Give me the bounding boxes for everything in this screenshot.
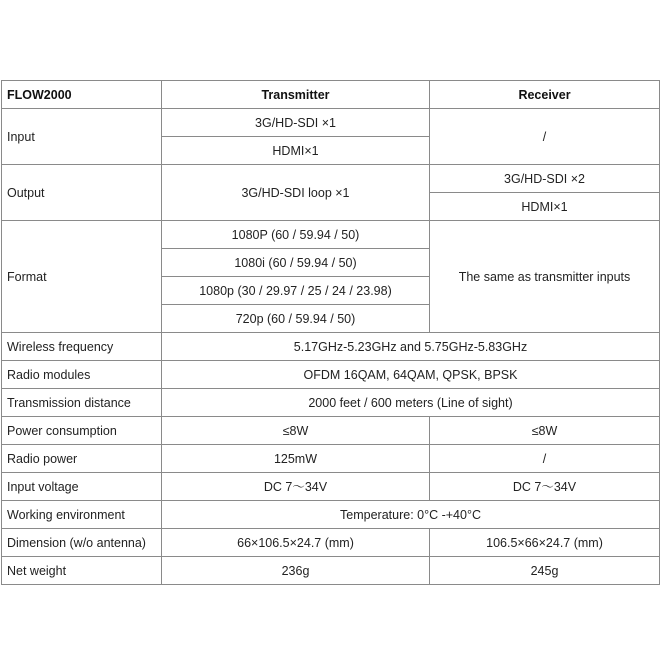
- row-label-dimension: Dimension (w/o antenna): [2, 529, 162, 557]
- radio-power-rx: /: [430, 445, 660, 473]
- row-label-radio-power: Radio power: [2, 445, 162, 473]
- net-weight-rx: 245g: [430, 557, 660, 585]
- input-rx: /: [430, 109, 660, 165]
- row-label-power-consumption: Power consumption: [2, 417, 162, 445]
- output-rx-sdi: 3G/HD-SDI ×2: [430, 165, 660, 193]
- format-tx-3: 1080p (30 / 29.97 / 25 / 24 / 23.98): [162, 277, 430, 305]
- format-rx: The same as transmitter inputs: [430, 221, 660, 333]
- header-receiver: Receiver: [430, 81, 660, 109]
- table-row-input: [2, 109, 660, 137]
- table-row-net-weight: [2, 557, 660, 585]
- table-row-radio-modules: [2, 361, 660, 389]
- table-row-wireless-frequency: [2, 333, 660, 361]
- output-tx: 3G/HD-SDI loop ×1: [162, 165, 430, 221]
- spec-table: [1, 80, 660, 585]
- format-tx-2: 1080i (60 / 59.94 / 50): [162, 249, 430, 277]
- header-row: [2, 81, 660, 109]
- row-label-output: Output: [2, 165, 162, 221]
- header-transmitter: Transmitter: [162, 81, 430, 109]
- transmission-distance-value: 2000 feet / 600 meters (Line of sight): [162, 389, 660, 417]
- row-label-working-environment: Working environment: [2, 501, 162, 529]
- input-voltage-rx: DC 7～34V: [430, 473, 660, 501]
- radio-modules-value: OFDM 16QAM, 64QAM, QPSK, BPSK: [162, 361, 660, 389]
- table-row-dimension: [2, 529, 660, 557]
- row-label-radio-modules: Radio modules: [2, 361, 162, 389]
- power-consumption-tx: ≤8W: [162, 417, 430, 445]
- table-row-output: [2, 165, 660, 193]
- table-row-format: [2, 221, 660, 249]
- format-tx-4: 720p (60 / 59.94 / 50): [162, 305, 430, 333]
- input-tx-hdmi: HDMI×1: [162, 137, 430, 165]
- row-label-wireless-frequency: Wireless frequency: [2, 333, 162, 361]
- power-consumption-rx: ≤8W: [430, 417, 660, 445]
- row-label-input: Input: [2, 109, 162, 165]
- row-label-input-voltage: Input voltage: [2, 473, 162, 501]
- row-label-transmission-distance: Transmission distance: [2, 389, 162, 417]
- output-rx-hdmi: HDMI×1: [430, 193, 660, 221]
- format-tx-1: 1080P (60 / 59.94 / 50): [162, 221, 430, 249]
- dimension-rx: 106.5×66×24.7 (mm): [430, 529, 660, 557]
- input-voltage-tx: DC 7～34V: [162, 473, 430, 501]
- working-environment-value: Temperature: 0°C -+40°C: [162, 501, 660, 529]
- table-row-input-voltage: [2, 473, 660, 501]
- row-label-format: Format: [2, 221, 162, 333]
- wireless-frequency-value: 5.17GHz-5.23GHz and 5.75GHz-5.83GHz: [162, 333, 660, 361]
- table-row-working-environment: [2, 501, 660, 529]
- header-model: FLOW2000: [2, 81, 162, 109]
- table-row-transmission-distance: [2, 389, 660, 417]
- radio-power-tx: 125mW: [162, 445, 430, 473]
- input-tx-sdi: 3G/HD-SDI ×1: [162, 109, 430, 137]
- table-row-power-consumption: [2, 417, 660, 445]
- table-row-radio-power: [2, 445, 660, 473]
- dimension-tx: 66×106.5×24.7 (mm): [162, 529, 430, 557]
- net-weight-tx: 236g: [162, 557, 430, 585]
- row-label-net-weight: Net weight: [2, 557, 162, 585]
